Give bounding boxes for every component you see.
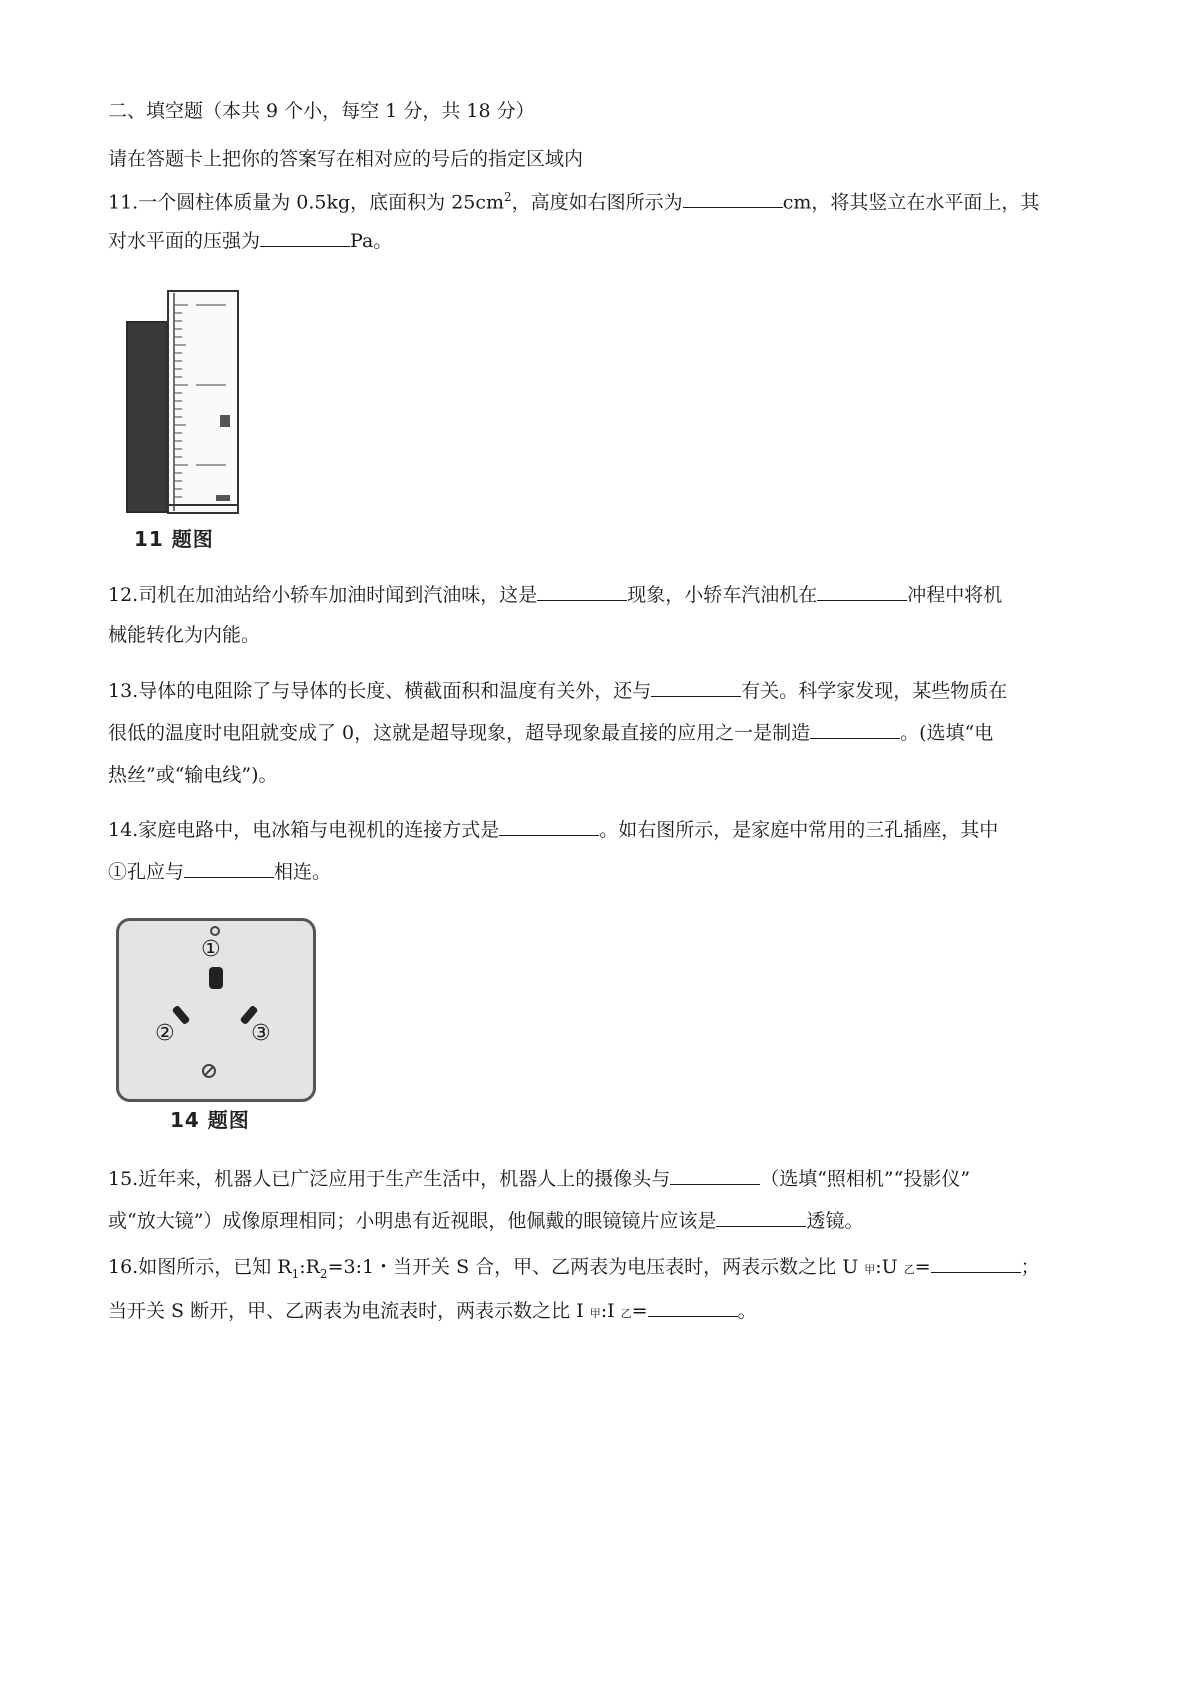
socket-image (116, 918, 316, 1102)
q11-figure-caption: 11 题图 (134, 527, 214, 551)
section-heading: 二、填空题（本共 9 个小，每空 1 分，共 18 分） (108, 100, 535, 122)
q16-line1: 16.如图所示，已知 $R_1:R_2=3:1$・当开关 S 合，甲、乙两表为电压表时，两表示数之比 U 甲:U 乙= ； (108, 1252, 1040, 1287)
q12-line2: 械能转化为内能。 (108, 624, 261, 646)
q11-line1: 11.一个圆柱体质量为 0.5kg，底面积为 $25cm^2$，高度如右图所示为 cm，将其竖立在水平面上，其 (108, 184, 1039, 215)
q16-line2: 当开关 S 断开，甲、乙两表为电流表时，两表示数之比 I 甲:I 乙= 。 (108, 1296, 757, 1327)
ruler-and-cylinder-image (116, 283, 242, 519)
q13-blank-1[interactable] (651, 676, 741, 697)
q14-figure (116, 918, 316, 1132)
hole-2-label: ② (155, 1021, 175, 1046)
q14-line1: 14.家庭电路中，电冰箱与电视机的连接方式是 。如右图所示，是家庭中常用的三孔插座，其中 (108, 815, 998, 843)
q11-figure (116, 283, 242, 551)
q11-pressure-blank[interactable] (260, 226, 350, 247)
q14-blank-1[interactable] (499, 815, 599, 836)
q12-line1: 12.司机在加油站给小轿车加油时闻到汽油味，这是 现象，小轿车汽油机在 冲程中将机 (108, 580, 1002, 608)
q14-line2: ①孔应与 相连。 (108, 857, 331, 885)
q11-height-blank[interactable] (683, 187, 783, 208)
q12-blank-2[interactable] (817, 580, 907, 601)
q16-blank-2[interactable] (648, 1296, 738, 1317)
section-instruction: 请在答题卡上把你的答案写在相对应的号后的指定区域内 (108, 148, 584, 170)
q14-figure-caption: 14 题图 (170, 1108, 250, 1132)
q15-line2: 或“放大镜”）成像原理相同；小明患有近视眼，他佩戴的眼镜镜片应该是 透镜。 (108, 1206, 863, 1234)
hole-1-label: ① (201, 937, 221, 962)
q12-blank-1[interactable] (537, 580, 627, 601)
q13-blank-2[interactable] (810, 718, 900, 739)
q13-line3: 热丝”或“输电线”)。 (108, 764, 278, 786)
hole-3-label: ③ (251, 1021, 271, 1046)
q13-line2: 很低的温度时电阻就变成了 0，这就是超导现象，超导现象最直接的应用之一是制造 。(选填“电 (108, 718, 993, 746)
q11-line2: 对水平面的压强为 Pa。 (108, 226, 392, 254)
q13-line1: 13.导体的电阻除了与导体的长度、横截面积和温度有关外，还与 有关。科学家发现，某些物质在 (108, 676, 1007, 704)
q15-blank-1[interactable] (670, 1164, 760, 1185)
q15-line1: 15.近年来，机器人已广泛应用于生产生活中，机器人上的摄像头与 （选填“照相机”“投影仪” (108, 1164, 970, 1192)
q14-blank-2[interactable] (184, 857, 274, 878)
q15-blank-2[interactable] (716, 1206, 806, 1227)
q16-blank-1[interactable] (931, 1252, 1021, 1273)
